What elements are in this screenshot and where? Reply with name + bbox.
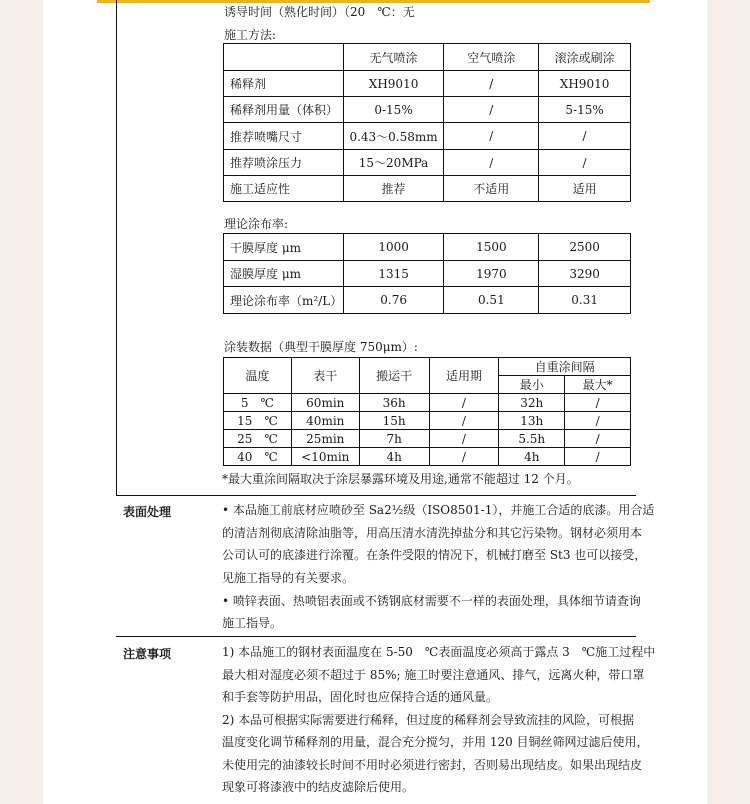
coating-data-title: 涂装数据（典型干膜厚度 750μm）: [224, 340, 418, 354]
row-label: 理论涂布率（m²/L） [224, 287, 344, 314]
section-divider [116, 495, 636, 496]
notes-label: 注意事项 [123, 647, 172, 661]
header-handling-dry: 搬运干 [359, 358, 429, 394]
table-cell: / [429, 394, 499, 412]
table-row [224, 150, 631, 176]
table-cell: 3290 [539, 261, 631, 287]
row-label: 稀释剂 [224, 71, 344, 97]
table-row [224, 261, 631, 287]
induction-time-text: 诱导时间（熟化时间）（20 ℃：无 [224, 5, 415, 19]
table-row [224, 430, 631, 448]
notes-line: 和手套等防护用品，固化时也应保持合适的通风量。 [222, 690, 499, 704]
section-divider [116, 636, 636, 637]
header-recoat-interval: 自重涂间隔 [499, 358, 631, 376]
coverage-table [223, 233, 631, 314]
row-label: 干膜厚度 μm [224, 234, 344, 261]
table-cell: / [444, 97, 539, 123]
surface-treatment-line: 见施工指导的有关要求。 [222, 571, 355, 585]
table-cell: 4h [499, 448, 565, 466]
table-cell: 5-15% [539, 97, 631, 123]
table-cell: 0-15% [343, 97, 444, 123]
header-temperature: 温度 [224, 358, 292, 394]
table-cell: 1970 [444, 261, 539, 287]
recoat-footnote: *最大重涂间隔取决于涂层暴露环境及用途,通常不能超过 12 个月。 [222, 472, 579, 486]
table-cell: XH9010 [343, 71, 444, 97]
surface-treatment-line: • 本品施工前底材应喷砂至 Sa2½级（ISO8501-1），并施工合适的底漆。用合适 [222, 503, 655, 517]
table-cell: 2500 [539, 234, 631, 261]
header-min: 最小 [499, 376, 565, 394]
table-row [224, 123, 631, 150]
table-cell: / [429, 430, 499, 448]
table-cell: / [565, 394, 631, 412]
table-cell: 40 ℃ [224, 448, 292, 466]
surface-treatment-line: • 喷锌表面、热喷铝表面或不锈钢底材需要不一样的表面处理，具体细节请查询 [222, 594, 641, 608]
table-cell: 15 ℃ [224, 412, 292, 430]
table-row [224, 234, 631, 261]
table-row [224, 448, 631, 466]
table-header-cell: 无气喷涂 [343, 44, 444, 71]
row-label: 推荐喷嘴尺寸 [224, 123, 344, 150]
table-header-cell: 空气喷涂 [444, 44, 539, 71]
row-label: 施工适应性 [224, 176, 344, 202]
table-row [224, 97, 631, 123]
surface-treatment-line: 施工指导。 [222, 616, 283, 630]
application-methods-title: 施工方法: [224, 28, 277, 42]
table-header-cell [224, 44, 344, 71]
table-cell: / [539, 150, 631, 176]
notes-line: 现象可将漆液中的结皮滤除后使用。 [222, 780, 415, 794]
table-cell: XH9010 [539, 71, 631, 97]
table-cell: / [429, 412, 499, 430]
table-cell: 5.5h [499, 430, 565, 448]
table-cell: 25min [291, 430, 359, 448]
table-cell: 32h [499, 394, 565, 412]
table-header-row [224, 358, 631, 376]
table-cell: 适用 [539, 176, 631, 202]
table-cell: / [444, 150, 539, 176]
table-cell: 7h [359, 430, 429, 448]
notes-line: 未使用完的油漆较长时间不用时必须进行密封，否则易出现结皮。如果出现结皮 [222, 758, 643, 772]
table-cell: 0.43～0.58mm [343, 123, 444, 150]
notes-line: 1) 本品施工的钢材表面温度在 5-50 ℃表面温度必须高于露点 3 ℃施工过程中 [222, 645, 656, 659]
table-cell: 0.31 [539, 287, 631, 314]
table-cell: 推荐 [343, 176, 444, 202]
surface-treatment-label: 表面处理 [123, 505, 172, 519]
table-row [224, 176, 631, 202]
column-divider [116, 0, 117, 495]
table-cell: 15～20MPa [343, 150, 444, 176]
table-cell: / [565, 448, 631, 466]
row-label: 推荐喷涂压力 [224, 150, 344, 176]
coating-data-table [223, 357, 631, 466]
table-cell: / [429, 448, 499, 466]
table-cell: 36h [359, 394, 429, 412]
table-cell: 5 ℃ [224, 394, 292, 412]
table-cell: / [444, 123, 539, 150]
table-cell: 60min [291, 394, 359, 412]
row-label: 稀释剂用量（体积） [224, 97, 344, 123]
table-row [224, 287, 631, 314]
table-cell: 1500 [444, 234, 539, 261]
table-cell: 不适用 [444, 176, 539, 202]
table-cell: / [539, 123, 631, 150]
table-cell: 0.51 [444, 287, 539, 314]
table-row [224, 71, 631, 97]
table-row [224, 412, 631, 430]
table-cell: / [444, 71, 539, 97]
table-cell: 1315 [343, 261, 444, 287]
table-header-cell: 滚涂或刷涂 [539, 44, 631, 71]
table-cell: 40min [291, 412, 359, 430]
table-cell: 1000 [343, 234, 444, 261]
table-cell: / [565, 412, 631, 430]
table-header-row [224, 44, 631, 71]
surface-treatment-line: 公司认可的底漆进行涂覆。在条件受限的情况下，机械打磨至 St3 也可以接受， [222, 548, 647, 562]
notes-line: 最大相对湿度必须不超过于 85%; 施工时要注意通风、排气，远离火种，带口罩 [222, 668, 645, 682]
header-pot-life: 适用期 [429, 358, 499, 394]
table-cell: 25 ℃ [224, 430, 292, 448]
table-row [224, 394, 631, 412]
notes-line: 2) 本品可根据实际需要进行稀释，但过度的稀释剂会导致流挂的风险，可根据 [222, 713, 635, 727]
table-cell: 13h [499, 412, 565, 430]
header-accent-bar [97, 0, 650, 3]
notes-line: 温度变化调节稀释剂的用量，混合充分搅匀，并用 120 目铜丝筛网过滤后使用， [222, 735, 649, 749]
header-surface-dry: 表干 [291, 358, 359, 394]
application-methods-table [223, 43, 631, 202]
table-cell: / [565, 430, 631, 448]
coverage-title: 理论涂布率: [224, 217, 289, 231]
row-label: 湿膜厚度 μm [224, 261, 344, 287]
table-cell: 4h [359, 448, 429, 466]
surface-treatment-line: 的清洁剂彻底清除油脂等，用高压清水清洗掉盐分和其它污染物。钢材必须用本 [222, 526, 643, 540]
table-cell: <10min [291, 448, 359, 466]
table-cell: 0.76 [343, 287, 444, 314]
header-max: 最大* [565, 376, 631, 394]
table-cell: 15h [359, 412, 429, 430]
